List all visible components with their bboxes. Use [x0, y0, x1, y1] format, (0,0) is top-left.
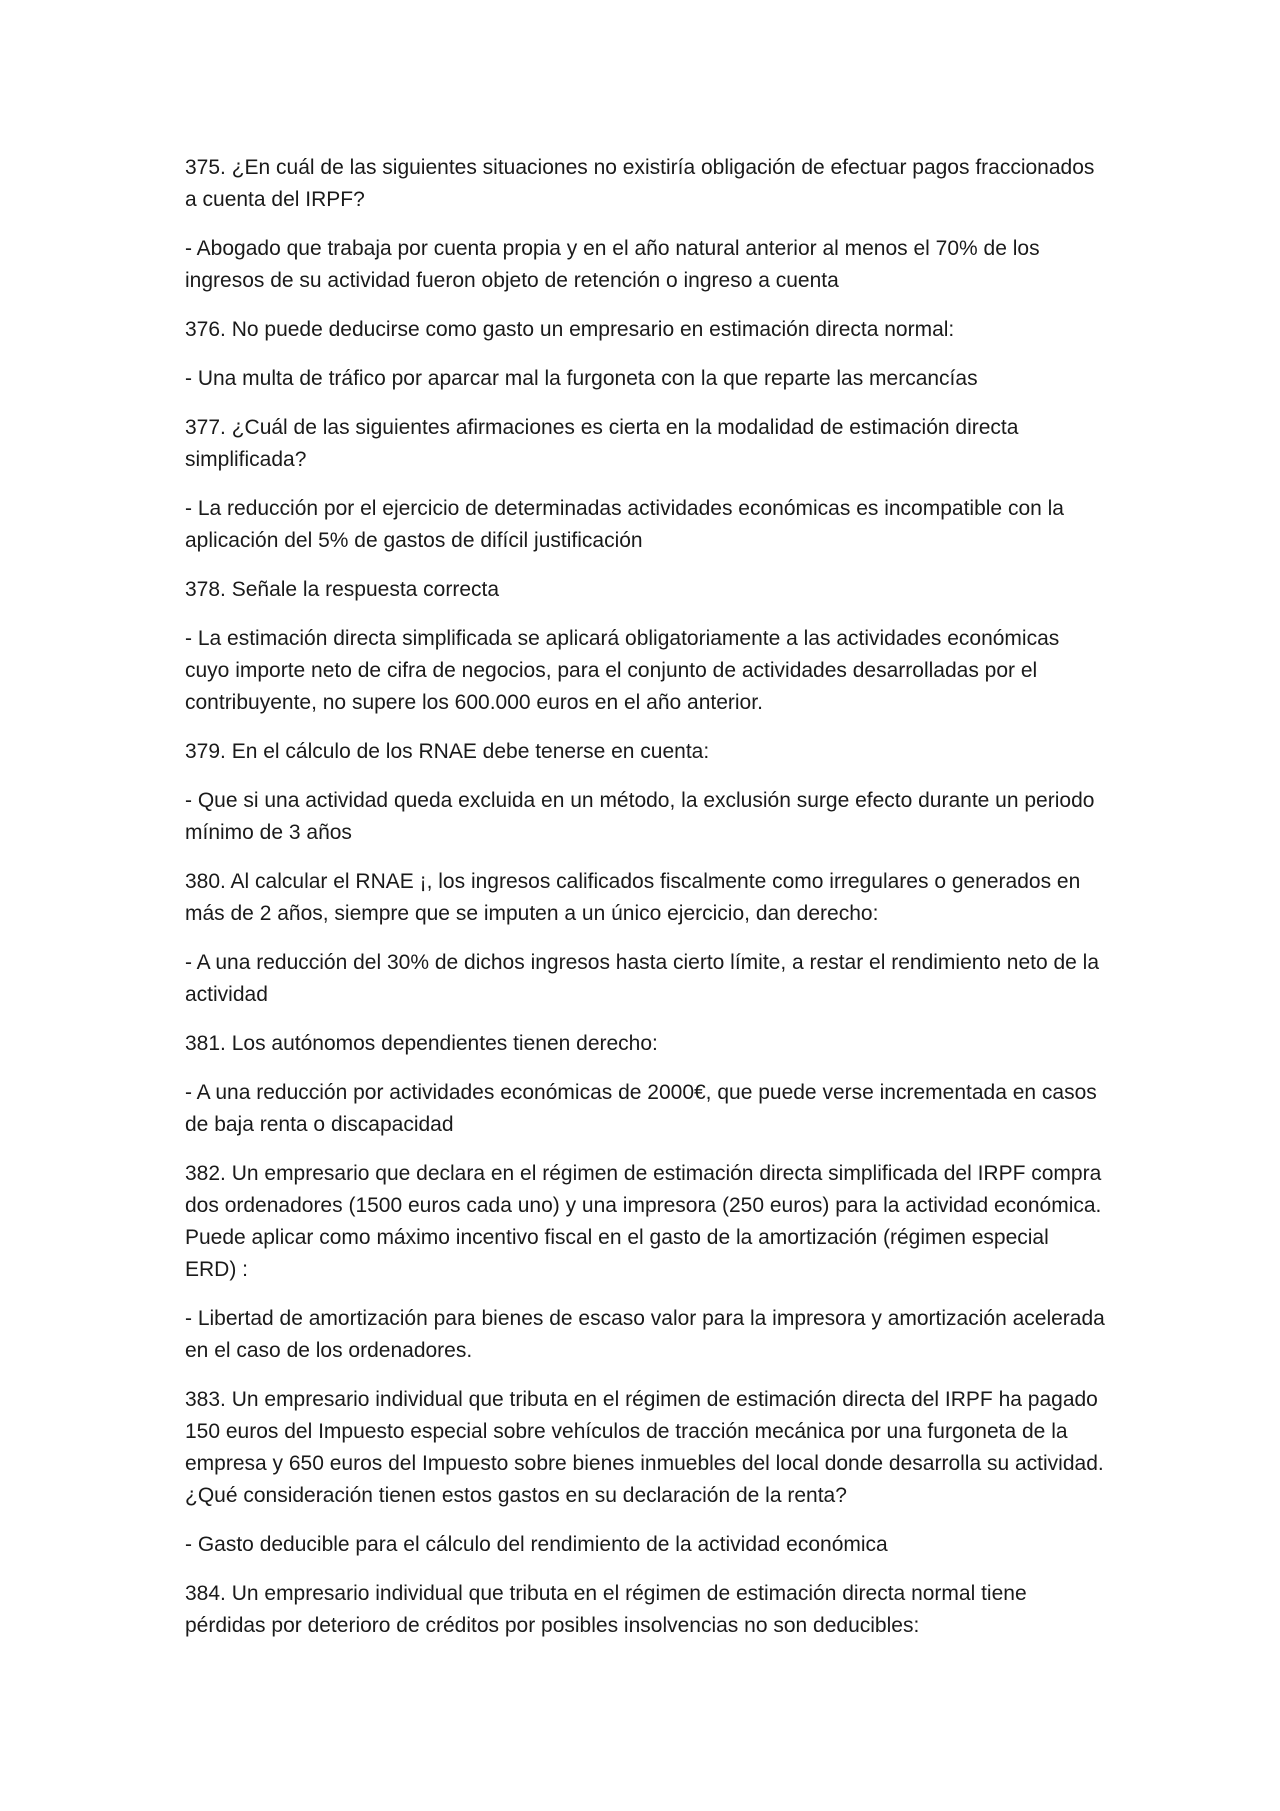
question-375: 375. ¿En cuál de las siguientes situaciones no existiría obligación de efectuar pagos fraccionados a cuenta del IRPF? [185, 156, 1095, 211]
question-379: 379. En el cálculo de los RNAE debe tenerse en cuenta: [185, 740, 710, 763]
answer-376: - Una multa de tráfico por aparcar mal la furgoneta con la que reparte las mercancías [185, 367, 978, 390]
answer-381: - A una reducción por actividades económicas de 2000€, que puede verse incrementada en casos de baja renta o discapacidad [185, 1081, 1097, 1136]
question-384: 384. Un empresario individual que tributa en el régimen de estimación directa normal tiene pérdidas por deterioro de créditos por posibles insolvencias no son deducibles: [185, 1582, 1027, 1637]
answer-382: - Libertad de amortización para bienes de escaso valor para la impresora y amortización acelerada en el caso de los ordenadores. [185, 1307, 1105, 1362]
question-376: 376. No puede deducirse como gasto un empresario en estimación directa normal: [185, 318, 955, 341]
answer-380: - A una reducción del 30% de dichos ingresos hasta cierto límite, a restar el rendimiento neto de la actividad [185, 951, 1100, 1006]
answer-377: - La reducción por el ejercicio de determinadas actividades económicas es incompatible con la aplicación del 5% de gastos de difícil justificación [185, 497, 1064, 552]
document-body [185, 152, 1105, 1659]
answer-383: - Gasto deducible para el cálculo del rendimiento de la actividad económica [185, 1533, 888, 1556]
answer-379: - Que si una actividad queda excluida en un método, la exclusión surge efecto durante un periodo mínimo de 3 años [185, 789, 1095, 844]
question-381: 381. Los autónomos dependientes tienen derecho: [185, 1032, 658, 1055]
answer-378: - La estimación directa simplificada se aplicará obligatoriamente a las actividades económicas cuyo importe neto de cifra de negocios, para el conjunto de actividades desarrolladas por el contribuyente, no supere los 600.000 euros en el año anterior. [185, 627, 1060, 714]
question-377: 377. ¿Cuál de las siguientes afirmaciones es cierta en la modalidad de estimación directa simplificada? [185, 416, 1019, 471]
question-383: 383. Un empresario individual que tributa en el régimen de estimación directa del IRPF ha pagado 150 euros del Impuesto especial sobre vehículos de tracción mecánica por una furgoneta de la empresa y 650 euros del Impuesto sobre bienes inmuebles del local donde desarrolla su actividad. ¿Qué consideración tienen estos gastos en su declaración de la renta? [185, 1388, 1104, 1507]
question-380: 380. Al calcular el RNAE ¡, los ingresos calificados fiscalmente como irregulares o generados en más de 2 años, siempre que se imputen a un único ejercicio, dan derecho: [185, 870, 1081, 925]
question-382: 382. Un empresario que declara en el régimen de estimación directa simplificada del IRPF compra dos ordenadores (1500 euros cada uno) y una impresora (250 euros) para la actividad económica. Puede aplicar como máximo incentivo fiscal en el gasto de la amortización (régimen especial ERD) : [185, 1162, 1102, 1281]
question-378: 378. Señale la respuesta correcta [185, 578, 500, 601]
answer-375: - Abogado que trabaja por cuenta propia y en el año natural anterior al menos el 70% de los ingresos de su actividad fueron objeto de retención o ingreso a cuenta [185, 237, 1040, 292]
